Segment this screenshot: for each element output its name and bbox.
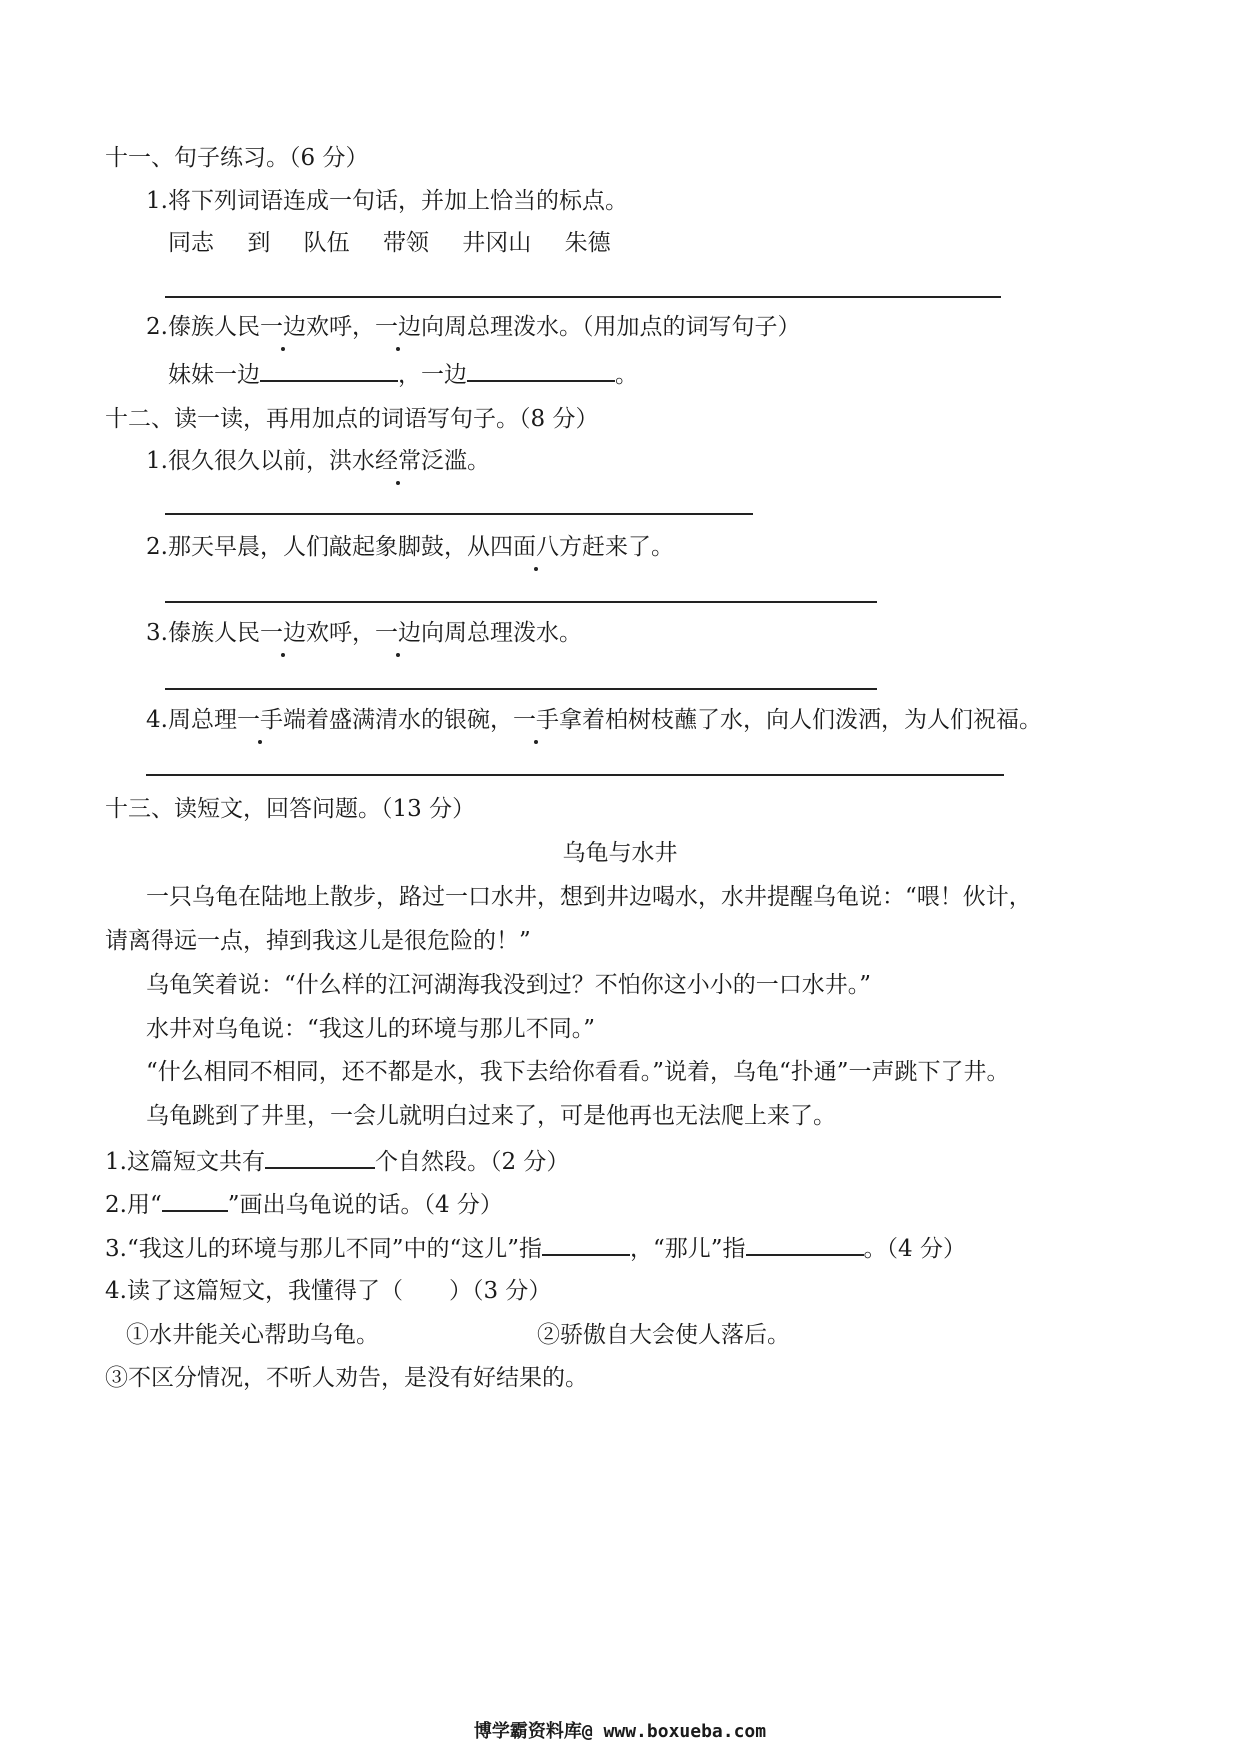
- fill-blank[interactable]: [260, 358, 398, 382]
- passage-paragraph-5: 乌龟跳到了井里，一会儿就明白过来了，可是他再也无法爬上来了。: [146, 1103, 836, 1129]
- passage-paragraph-2: 乌龟笑着说：“什么样的江河湖海我没到过？不怕你这小小的一口水井。”: [146, 972, 872, 998]
- s13-question-2: 2.用“ ”画出乌龟说的话。（4 分）: [105, 1188, 503, 1220]
- word-item: 到: [247, 230, 271, 256]
- dotted-word: 一手: [236, 707, 283, 733]
- passage-paragraph-1-cont: 请离得远一点，掉到我这儿是很危险的！”: [105, 928, 531, 954]
- dotted-word: 一边: [259, 620, 306, 646]
- answer-line[interactable]: [146, 774, 1004, 776]
- dotted-word: 经常: [374, 448, 421, 474]
- answer-line[interactable]: [165, 601, 877, 603]
- section-13-heading: 十三、读短文，回答问题。（13 分）: [105, 796, 476, 822]
- s11-question-2: 2.傣族人民一边欢呼，一边向周总理泼水。（用加点的词写句子）: [146, 314, 801, 340]
- s12-question-1: 1.很久很久以前，洪水经常泛滥。: [146, 448, 490, 474]
- s13-question-1: 1.这篇短文共有 个自然段。（2 分）: [105, 1145, 569, 1177]
- option-1[interactable]: ①水井能关心帮助乌龟。: [126, 1322, 379, 1348]
- answer-line[interactable]: [165, 296, 1001, 298]
- footer-watermark: 博学霸资料库@ www.boxueba.com: [473, 1721, 767, 1742]
- passage-title: 乌龟与水井: [562, 840, 678, 866]
- s11-fill-sentence: 妹妹一边 ，一边 。: [168, 358, 638, 390]
- answer-line[interactable]: [165, 513, 753, 515]
- answer-line[interactable]: [165, 688, 877, 690]
- section-12-heading: 十二、读一读，再用加点的词语写句子。（8 分）: [105, 406, 599, 432]
- word-item: 井冈山: [462, 230, 532, 256]
- dotted-word: 四面八方: [489, 534, 582, 560]
- s11-question-1: 1.将下列词语连成一句话，并加上恰当的标点。: [146, 188, 628, 214]
- word-item: 队伍: [303, 230, 350, 256]
- option-2[interactable]: ②骄傲自大会使人落后。: [537, 1322, 790, 1348]
- s12-question-4: 4.周总理一手端着盛满清水的银碗，一手拿着柏树枝蘸了水，向人们泼洒，为人们祝福。: [146, 707, 1042, 733]
- word-item: 带领: [382, 230, 429, 256]
- fill-blank[interactable]: [467, 358, 615, 382]
- s12-question-2: 2.那天早晨，人们敲起象脚鼓，从四面八方赶来了。: [146, 534, 674, 560]
- option-3[interactable]: ③不区分情况，不听人劝告，是没有好结果的。: [105, 1365, 588, 1391]
- underline-sample: [162, 1188, 228, 1212]
- dotted-word: 一边: [374, 314, 421, 340]
- dotted-word: 一边: [259, 314, 306, 340]
- section-11-heading: 十一、句子练习。（6 分）: [105, 145, 369, 171]
- word-item: 朱德: [564, 230, 611, 256]
- s13-question-3: 3.“我这儿的环境与那儿不同”中的“这儿”指 ，“那儿”指 。（4 分）: [105, 1232, 966, 1264]
- fill-blank[interactable]: [265, 1145, 375, 1169]
- word-item: 同志: [168, 230, 214, 256]
- fill-blank[interactable]: [542, 1232, 630, 1256]
- s12-question-3: 3.傣族人民一边欢呼，一边向周总理泼水。: [146, 620, 582, 646]
- passage-paragraph-3: 水井对乌龟说：“我这儿的环境与那儿不同。”: [146, 1016, 596, 1042]
- passage-paragraph-1: 一只乌龟在陆地上散步，路过一口水井，想到井边喝水，水井提醒乌龟说：“喂！伙计，: [146, 884, 1032, 910]
- dotted-word: 一手: [512, 707, 559, 733]
- s11-word-list: [168, 228, 637, 258]
- s13-question-4: 4.读了这篇短文，我懂得了（ ）（3 分）: [105, 1278, 552, 1304]
- passage-paragraph-4: “什么相同不相同，还不都是水，我下去给你看看。”说着，乌龟“扑通”一声跳下了井。: [146, 1059, 1010, 1085]
- fill-blank[interactable]: [746, 1232, 864, 1256]
- dotted-word: 一边: [374, 620, 421, 646]
